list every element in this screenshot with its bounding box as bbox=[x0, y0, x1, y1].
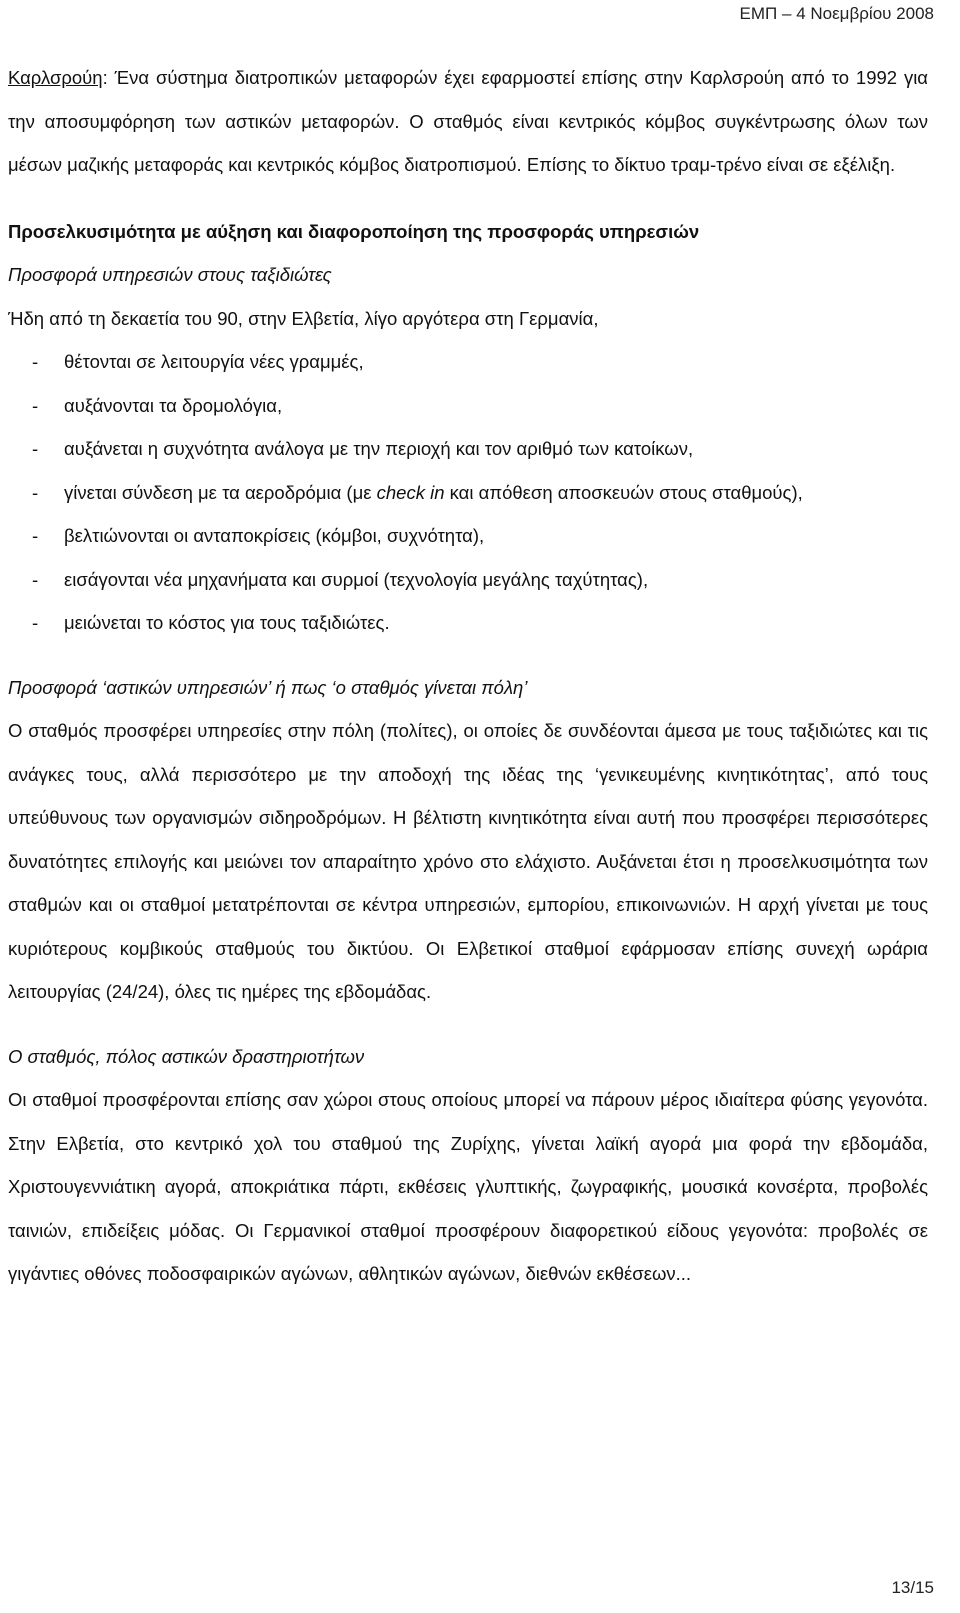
subheading-passenger-services: Προσφορά υπηρεσιών στους ταξιδιώτες bbox=[8, 264, 332, 285]
list-item-text: μειώνεται το κόστος για τους ταξιδιώτες. bbox=[64, 612, 390, 633]
urban-services-paragraph: Ο σταθμός προσφέρει υπηρεσίες στην πόλη (πολίτες), οι οποίες δε συνδέονται άμεσα με τους ταξιδιώτες και τις ανάγκες τους, αλλά περισσότερο με την αποδοχή της ιδέας της ‘γενικευμένης κινητικότητας’, από τους υπεύθυνους των οργανισμών σιδηροδρόμων. Η βέλτιστη κινητικότητα είναι αυτή που προσφέρει περισσότερες δυνατότητες επιλογής και μειώνει τον απαραίτητο χρόνο στο ελάχιστο. Αυξάνεται έτσι η προσελκυσιμότητα των σταθμών και οι σταθμοί μετατρέπονται σε κέντρα υπηρεσιών, εμπορίου, επικοινωνιών. Η αρχή γίνεται με τους κυριότερους κομβικούς σταθμούς του δικτύου. Οι Ελβετικοί σταθμοί εφάρμοσαν επίσης συνεχή ωράρια λειτουργίας (24/24), όλες τις ημέρες της εβδομάδας. bbox=[8, 720, 928, 1002]
dash-bullet: - bbox=[32, 481, 39, 503]
services-list bbox=[8, 340, 928, 645]
subheading-urban-activities: Ο σταθμός, πόλος αστικών δραστηριοτήτων bbox=[8, 1045, 365, 1067]
spacer bbox=[8, 1014, 928, 1035]
list-item-text: θέτονται σε λειτουργία νέες γραμμές, bbox=[64, 351, 364, 372]
spacer bbox=[8, 187, 928, 210]
list-item bbox=[8, 427, 928, 471]
list-item-text: εισάγονται νέα μηχανήματα και συρμοί (τεχνολογία μεγάλης ταχύτητας), bbox=[64, 568, 649, 590]
list-item-text: και απόθεση αποσκευών στους σταθμούς), bbox=[444, 481, 803, 503]
section-heading: Προσελκυσιμότητα με αύξηση και διαφοροποίηση της προσφοράς υπηρεσιών bbox=[8, 220, 700, 242]
karlsruhe-link: Καρλσρούη bbox=[8, 67, 103, 88]
dash-bullet: - bbox=[32, 394, 39, 416]
page-header: ΕΜΠ – 4 Νοεμβρίου 2008 bbox=[739, 4, 934, 23]
intro-text: Ήδη από τη δεκαετία του 90, στην Ελβετία, λίγο αργότερα στη Γερμανία, bbox=[8, 307, 599, 329]
list-item bbox=[8, 558, 928, 602]
dash-bullet: - bbox=[32, 568, 39, 590]
list-item bbox=[8, 601, 928, 645]
list-item bbox=[8, 514, 928, 558]
dash-bullet: - bbox=[32, 438, 39, 459]
karlsruhe-paragraph bbox=[8, 56, 928, 187]
list-item bbox=[8, 340, 928, 384]
page-number: 13/15 bbox=[891, 1578, 934, 1597]
list-item-text: αυξάνεται η συχνότητα ανάλογα με την περιοχή και τον αριθμό των κατοίκων, bbox=[64, 438, 694, 459]
check-in-term: check in bbox=[376, 481, 445, 503]
dash-bullet: - bbox=[32, 612, 39, 633]
karlsruhe-text: : Ένα σύστημα διατροπικών μεταφορών έχει εφαρμοστεί επίσης στην Καρλσρούη από το 1992 για την αποσυμφόρηση των αστικών μεταφορών. Ο σταθμός είναι κεντρικός κόμβος συγκέντρωσης όλων των μέσων μαζικής μεταφοράς και κεντρικός κόμβος διατροπισμού. Επίσης το δίκτυο τραμ-τρένο είναι σε εξέλιξη. bbox=[8, 67, 928, 175]
document-body bbox=[8, 56, 928, 1296]
urban-activities-paragraph: Οι σταθμοί προσφέρονται επίσης σαν χώροι στους οποίους μπορεί να πάρουν μέρος ιδιαίτερα φύσης γεγονότα. Στην Ελβετία, στο κεντρικό χολ του σταθμού της Ζυρίχης, γίνεται λαϊκή αγορά μια φορά την εβδομάδα, Χριστουγεννιάτικη αγορά, αποκριάτικα πάρτι, εκθέσεις γλυπτικής, ζωγραφικής, μουσικά κονσέρτα, προβολές ταινιών, επιδείξεις μόδας. Οι Γερμανικοί σταθμοί προσφέρουν διαφορετικού είδους γεγονότα: προβολές σε γιγάντιες οθόνες ποδοσφαιρικών αγώνων, αθλητικών αγώνων, διεθνών εκθέσεων... bbox=[8, 1089, 928, 1284]
list-item-text: γίνεται σύνδεση με τα αεροδρόμια (με bbox=[64, 481, 377, 503]
subheading-urban-services: Προσφορά ‘αστικών υπηρεσιών’ ή πως ‘ο σταθμός γίνεται πόλη’ bbox=[8, 676, 528, 698]
dash-bullet: - bbox=[32, 525, 39, 546]
spacer bbox=[8, 645, 928, 666]
list-item-text: αυξάνονται τα δρομολόγια, bbox=[64, 394, 283, 416]
list-item-text: βελτιώνονται οι ανταποκρίσεις (κόμβοι, συχνότητα), bbox=[64, 525, 485, 546]
list-item bbox=[8, 471, 928, 515]
list-item bbox=[8, 384, 928, 428]
dash-bullet: - bbox=[32, 351, 39, 372]
